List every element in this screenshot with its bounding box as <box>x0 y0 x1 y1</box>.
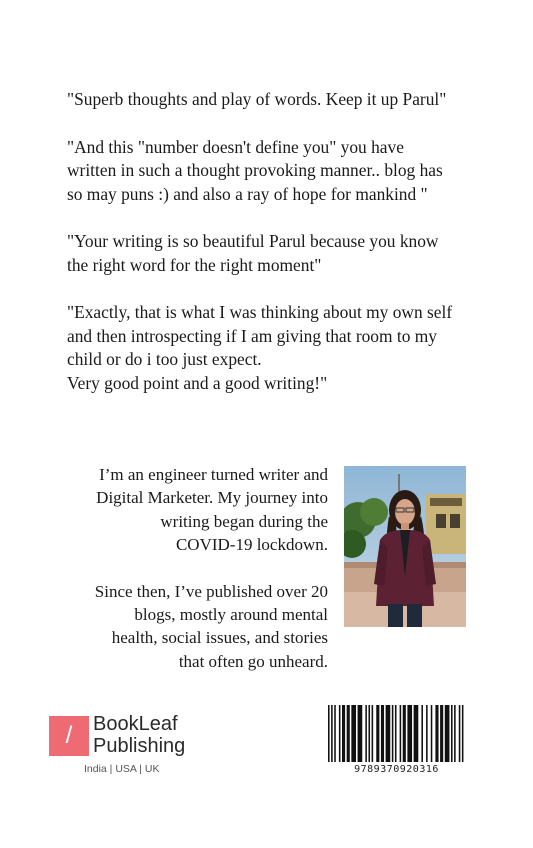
author-bio <box>58 463 328 696</box>
logo-slash: / <box>65 722 73 749</box>
author-photo <box>344 466 466 627</box>
barcode-bar <box>426 705 428 762</box>
barcode-bar <box>376 705 379 762</box>
reviews-section <box>67 88 497 419</box>
barcode-bar <box>400 705 402 762</box>
barcode-bar <box>381 705 384 762</box>
barcode-bar <box>334 705 336 762</box>
isbn-number: 9789370920316 <box>354 764 439 775</box>
barcode-bar <box>435 705 438 762</box>
publisher-regions: India | USA | UK <box>84 763 160 775</box>
barcode-bar <box>395 705 397 762</box>
isbn-barcode <box>328 705 465 762</box>
barcode-bar <box>440 705 443 762</box>
barcode-bar <box>358 705 363 762</box>
barcode-bar <box>342 705 345 762</box>
review-quote: "Your writing is so beautiful Parul because you know the right word for the right moment" <box>67 231 439 275</box>
barcode-bar <box>451 705 453 762</box>
publisher-name-line1: BookLeaf <box>93 713 178 735</box>
barcode-bar <box>372 705 374 762</box>
bio-paragraph: Since then, I’ve published over 20 blogs, mostly around mental health, social issues, and stories that often go unheard. <box>94 581 328 671</box>
barcode-bar <box>407 705 412 762</box>
barcode-bar <box>421 705 423 762</box>
barcode-bar <box>331 705 333 762</box>
barcode-bar <box>462 705 464 762</box>
barcode-bar <box>368 705 370 762</box>
barcode-bar <box>454 705 456 762</box>
barcode-bar <box>365 705 367 762</box>
publisher-name-line2: Publishing <box>93 735 186 757</box>
barcode-bar <box>414 705 419 762</box>
publisher-logo-icon <box>49 716 89 756</box>
review-quote: "And this "number doesn't define you" you have written in such a thought provoking manner.. blog has so may puns :) and also a ray of hope for mankind " <box>67 136 443 204</box>
barcode-bar <box>459 705 461 762</box>
barcode-bar <box>431 705 433 762</box>
bio-paragraph: I’m an engineer turned writer and Digital Marketer. My journey into writing began during the COVID-19 lockdown. <box>96 465 328 555</box>
barcode-bar <box>347 705 350 762</box>
barcode-bar <box>351 705 356 762</box>
barcode-bar <box>339 705 341 762</box>
publisher-name <box>93 713 185 757</box>
barcode-bar <box>445 705 450 762</box>
barcode-bar <box>328 705 330 762</box>
review-quote: "Superb thoughts and play of words. Keep it up Parul" <box>67 89 447 109</box>
barcode-bar <box>392 705 394 762</box>
barcode-bar <box>386 705 391 762</box>
review-quote: "Exactly, that is what I was thinking about my own self and then introspecting if I am giving that room to my child or do i too just expect. Very good point and a good writing!" <box>67 302 453 393</box>
barcode-bar <box>403 705 406 762</box>
